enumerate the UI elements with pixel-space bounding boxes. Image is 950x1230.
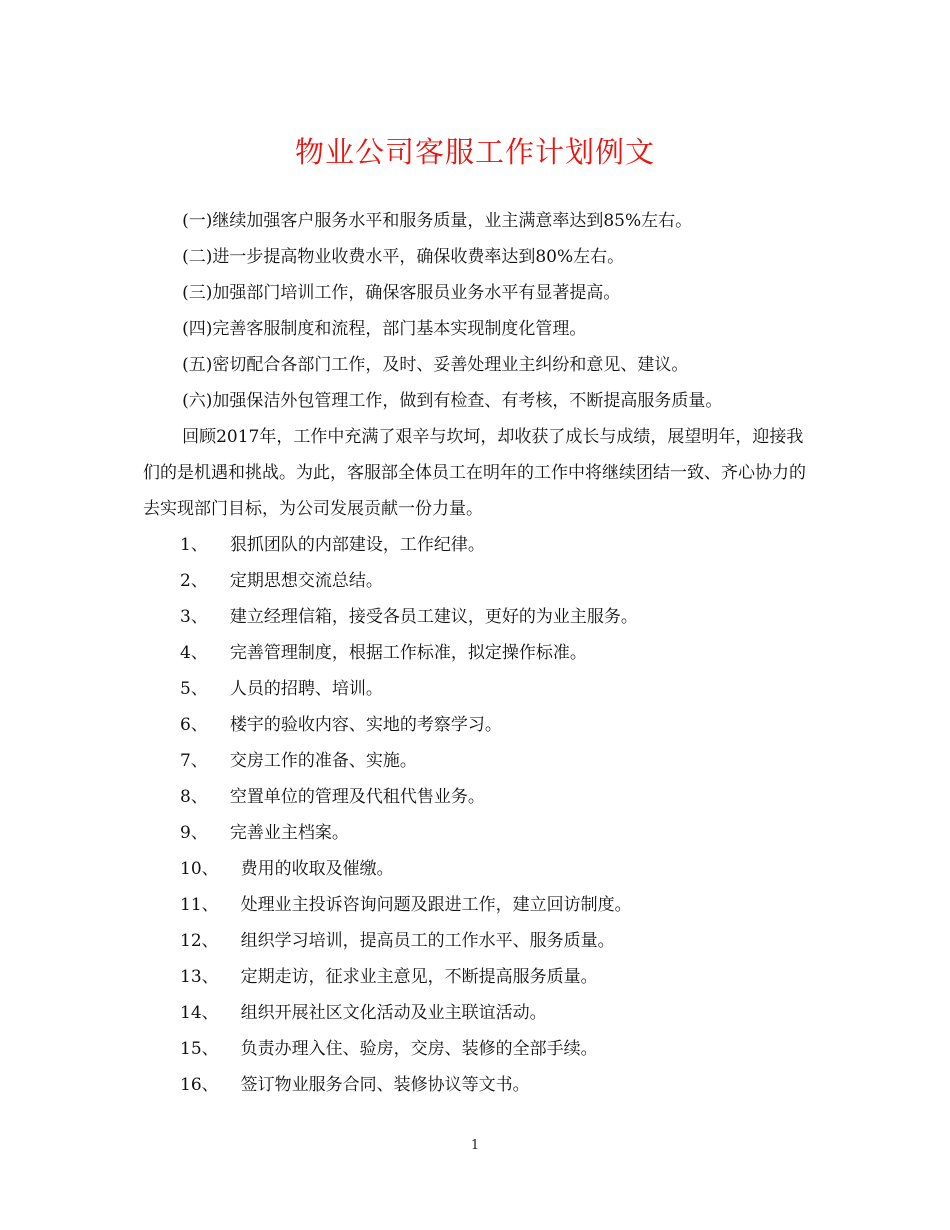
task-item (143, 959, 808, 995)
task-text: 组织开展社区文化活动及业主联谊活动。 (240, 1003, 547, 1023)
task-text: 定期思想交流总结。 (229, 571, 383, 591)
goal-item: (一)继续加强客户服务水平和服务质量，业主满意率达到85%左右。 (182, 211, 693, 231)
task-item (143, 923, 808, 959)
document-title: 物业公司客服工作计划例文 (294, 135, 655, 169)
task-number: 5、 (180, 679, 208, 699)
task-item (143, 1031, 808, 1067)
goal-item: (五)密切配合各部门工作，及时、妥善处理业主纠纷和意见、建议。 (182, 355, 689, 375)
task-item (143, 851, 808, 887)
page-number: 1 (470, 1138, 480, 1153)
task-number: 11、 (180, 895, 219, 915)
task-text: 楼宇的验收内容、实地的考察学习。 (229, 715, 502, 735)
task-text: 完善业主档案。 (229, 823, 349, 843)
task-number: 12、 (180, 931, 219, 951)
task-text: 定期走访，征求业主意见，不断提高服务质量。 (240, 967, 598, 987)
task-text: 费用的收取及催缴。 (240, 859, 394, 879)
task-item (143, 1067, 808, 1103)
task-item (143, 635, 808, 671)
goal-item: (六)加强保洁外包管理工作，做到有检查、有考核，不断提高服务质量。 (182, 391, 723, 411)
task-item (143, 995, 808, 1031)
goal-item: (三)加强部门培训工作，确保客服员业务水平有显著提高。 (182, 283, 621, 303)
task-number: 9、 (180, 823, 208, 843)
task-number: 2、 (180, 571, 208, 591)
task-number: 14、 (180, 1003, 219, 1023)
task-number: 8、 (180, 787, 208, 807)
task-text: 组织学习培训，提高员工的工作水平、服务质量。 (240, 931, 615, 951)
review-paragraph: 回顾2017年，工作中充满了艰辛与坎坷，却收获了成长与成绩，展望明年，迎接我们的是机遇和挑战。为此，客服部全体员工在明年的工作中将继续团结一致、齐心协力的去实现部门目标，为公司发展贡献一份力量。 (143, 427, 806, 519)
task-item (143, 707, 808, 743)
task-number: 6、 (180, 715, 208, 735)
task-number: 4、 (180, 643, 208, 663)
task-number: 1、 (180, 535, 208, 555)
goal-item: (四)完善客服制度和流程，部门基本实现制度化管理。 (182, 319, 587, 339)
task-text: 处理业主投诉咨询问题及跟进工作，建立回访制度。 (240, 895, 632, 915)
task-number: 7、 (180, 751, 208, 771)
task-text: 完善管理制度，根据工作标准，拟定操作标准。 (229, 643, 587, 663)
task-text: 狠抓团队的内部建设，工作纪律。 (229, 535, 485, 555)
task-number: 16、 (180, 1075, 219, 1095)
task-item (143, 527, 808, 563)
task-number: 13、 (180, 967, 219, 987)
task-number: 15、 (180, 1039, 219, 1059)
task-text: 签订物业服务合同、装修协议等文书。 (240, 1075, 530, 1095)
goal-item: (二)进一步提高物业收费水平，确保收费率达到80%左右。 (182, 247, 625, 267)
task-item (143, 743, 808, 779)
task-item (143, 599, 808, 635)
task-number: 3、 (180, 607, 208, 627)
task-item (143, 887, 808, 923)
task-number: 10、 (180, 859, 219, 879)
task-text: 空置单位的管理及代租代售业务。 (229, 787, 485, 807)
document-body (143, 203, 808, 1103)
task-text: 交房工作的准备、实施。 (229, 751, 417, 771)
task-item (143, 779, 808, 815)
task-item (143, 671, 808, 707)
task-text: 人员的招聘、培训。 (229, 679, 383, 699)
task-list (143, 527, 808, 1103)
task-text: 建立经理信箱，接受各员工建议，更好的为业主服务。 (229, 607, 638, 627)
task-text: 负责办理入住、验房，交房、装修的全部手续。 (240, 1039, 598, 1059)
task-item (143, 815, 808, 851)
task-item (143, 563, 808, 599)
